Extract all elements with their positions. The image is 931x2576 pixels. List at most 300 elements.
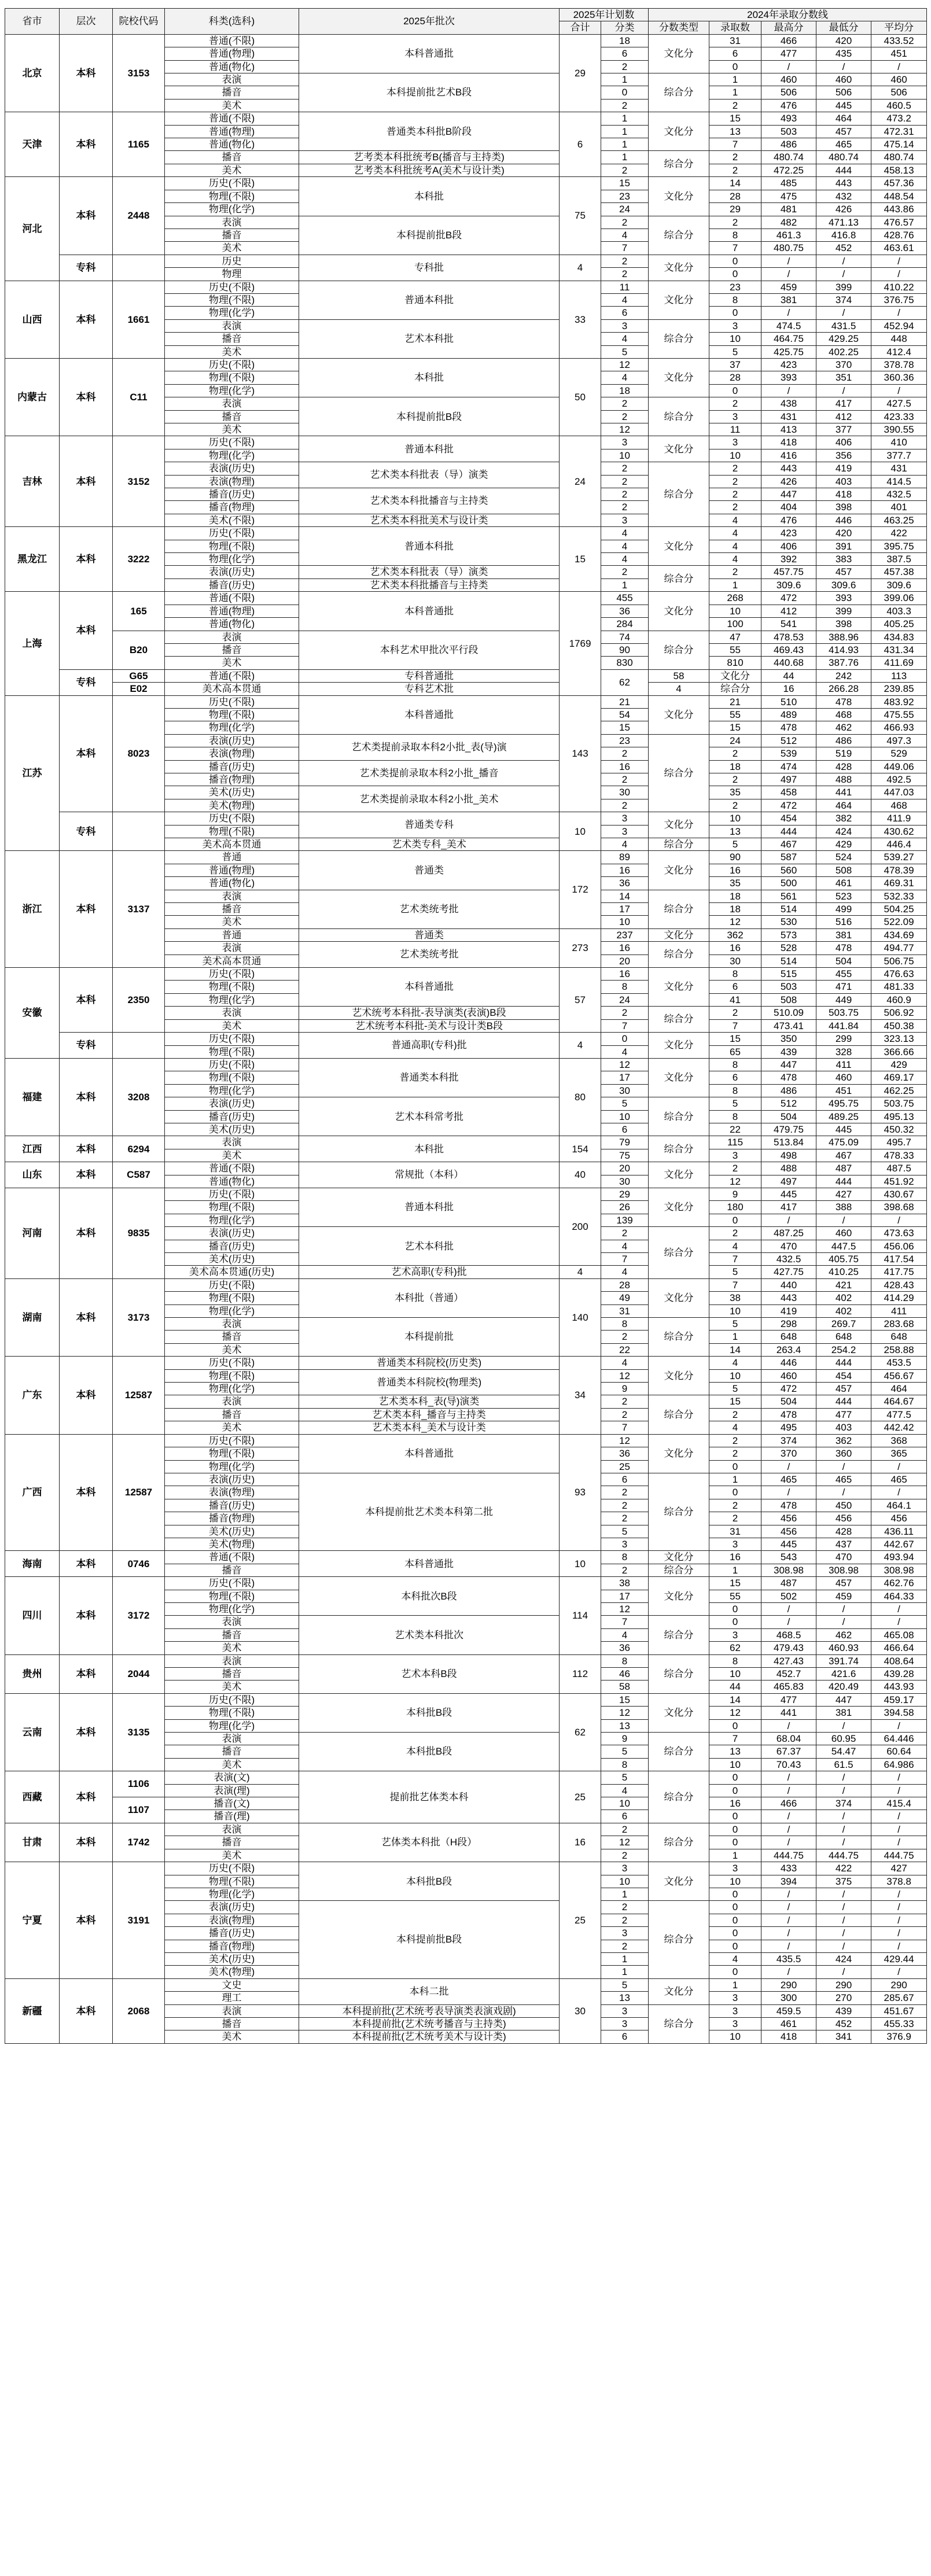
plan-class-cell: 46 (601, 1668, 649, 1681)
avg-score-cell: 480.74 (871, 151, 927, 164)
admitted-cell: 7 (709, 1253, 761, 1266)
max-score-cell: 370 (761, 1447, 816, 1460)
table-row (5, 34, 927, 47)
province-cell: 浙江 (5, 851, 60, 968)
score-type-cell: 综合分 (649, 734, 709, 812)
plan-class-cell: 6 (601, 1473, 649, 1486)
min-score-cell: 480.74 (816, 151, 871, 164)
admitted-cell: 115 (709, 1136, 761, 1149)
code-cell (113, 812, 165, 851)
min-score-cell: 447.5 (816, 1240, 871, 1252)
min-score-cell: / (816, 255, 871, 267)
subject-cell: 播音(理) (165, 1810, 299, 1823)
admitted-cell: 28 (709, 371, 761, 384)
avg-score-cell: 495.13 (871, 1110, 927, 1123)
table-row (5, 1278, 927, 1291)
max-score-cell: 478 (761, 1408, 816, 1421)
admitted-cell: 15 (709, 1033, 761, 1045)
plan-class-cell: 4 (601, 229, 649, 241)
plan-class-cell: 6 (601, 1810, 649, 1823)
admitted-cell: 8 (709, 1110, 761, 1123)
admitted-cell: 15 (709, 721, 761, 734)
plan-class-cell: 2 (601, 255, 649, 267)
province-cell: 海南 (5, 1551, 60, 1577)
min-score-cell: 459 (816, 1590, 871, 1602)
avg-score-cell: 378.8 (871, 1875, 927, 1888)
code-cell: 1165 (113, 112, 165, 177)
score-type-cell: 综合分 (649, 1473, 709, 1550)
admitted-cell: 0 (709, 1602, 761, 1615)
admission-score-table (5, 8, 927, 2044)
max-score-cell: 419 (761, 1304, 816, 1317)
max-score-cell: 454 (761, 812, 816, 825)
admitted-cell: 2 (709, 164, 761, 176)
score-type-cell: 文化分 (649, 358, 709, 397)
admitted-cell: 2 (709, 216, 761, 229)
score-type-cell: 综合分 (649, 838, 709, 851)
batch-cell: 艺术类本科批表（导）演类 (299, 566, 560, 578)
min-score-cell: 457 (816, 125, 871, 138)
min-score-cell: 487 (816, 1162, 871, 1175)
plan-class-cell: 0 (601, 1033, 649, 1045)
min-score-cell: 488 (816, 773, 871, 786)
max-score-cell: 461.3 (761, 229, 816, 241)
max-score-cell: 472 (761, 1383, 816, 1395)
subject-cell: 美术高本贯通 (165, 838, 299, 851)
header-min: 最低分 (816, 21, 871, 34)
code-cell: E02 (113, 683, 165, 695)
max-score-cell: 432.5 (761, 1253, 816, 1266)
plan-class-cell: 4 (601, 371, 649, 384)
max-score-cell: 539 (761, 747, 816, 760)
avg-score-cell: 462.76 (871, 1577, 927, 1590)
avg-score-cell: 503.75 (871, 1097, 927, 1110)
subject-cell: 历史(不限) (165, 1033, 299, 1045)
min-score-cell: / (816, 1486, 871, 1499)
plan-class-cell: 2 (601, 216, 649, 229)
plan-class-cell: 2 (601, 164, 649, 176)
max-score-cell: 482 (761, 216, 816, 229)
plan-class-cell: 4 (601, 540, 649, 552)
avg-score-cell: 436.11 (871, 1525, 927, 1538)
plan-class-cell: 3 (601, 812, 649, 825)
table-row (5, 1978, 927, 1991)
admitted-cell: 4 (709, 514, 761, 526)
plan-class-cell: 10 (601, 449, 649, 462)
province-cell: 安徽 (5, 968, 60, 1059)
max-score-cell: 447 (761, 488, 816, 501)
avg-score-cell: 522.09 (871, 916, 927, 928)
min-score-cell: 341 (816, 2030, 871, 2043)
min-score-cell: 439 (816, 2004, 871, 2017)
subject-cell: 播音 (165, 1564, 299, 1576)
avg-score-cell: / (871, 307, 927, 319)
admitted-cell: 10 (709, 1304, 761, 1317)
table-row (5, 968, 927, 981)
batch-cell: 艺术统考本科批-美术与设计类B段 (299, 1019, 560, 1032)
avg-score-cell: 466.64 (871, 1642, 927, 1654)
plan-total-cell: 273 (560, 928, 601, 967)
subject-cell: 物理(化学) (165, 1214, 299, 1226)
subject-cell: 美术高本贯通 (165, 955, 299, 967)
min-score-cell: 254.2 (816, 1343, 871, 1356)
max-score-cell: 443 (761, 462, 816, 475)
subject-cell: 普通 (165, 851, 299, 864)
max-score-cell: 70.43 (761, 1758, 816, 1771)
plan-class-cell: 2 (601, 1331, 649, 1343)
avg-score-cell: / (871, 1836, 927, 1849)
max-score-cell: 560 (761, 864, 816, 876)
plan-class-cell: 6 (601, 2030, 649, 2043)
batch-cell: 本科普通批 (299, 1551, 560, 1577)
avg-score-cell: 473.63 (871, 1227, 927, 1240)
admitted-cell: 10 (709, 812, 761, 825)
min-score-cell: 54.47 (816, 1745, 871, 1758)
subject-cell: 普通 (165, 928, 299, 941)
min-score-cell: 60.95 (816, 1733, 871, 1745)
level-cell: 专科 (60, 812, 113, 851)
max-score-cell: 530 (761, 916, 816, 928)
min-score-cell: 444.75 (816, 1849, 871, 1862)
admitted-cell: 1 (709, 73, 761, 86)
score-type-cell: 综合分 (649, 2004, 709, 2043)
header-province: 省市 (5, 9, 60, 35)
admitted-cell: 4 (709, 1952, 761, 1965)
admitted-cell: 10 (709, 1758, 761, 1771)
min-score-cell: 391 (816, 540, 871, 552)
admitted-cell: 2 (709, 475, 761, 488)
admitted-cell: 10 (709, 605, 761, 617)
plan-class-cell: 25 (601, 1460, 649, 1473)
min-score-cell: 399 (816, 281, 871, 293)
admitted-cell: 1 (709, 1564, 761, 1576)
min-score-cell: 374 (816, 1797, 871, 1810)
max-score-cell: 443 (761, 1292, 816, 1304)
avg-score-cell: 442.42 (871, 1421, 927, 1434)
plan-class-cell: 5 (601, 1745, 649, 1758)
plan-total-cell: 4 (560, 255, 601, 281)
score-type-cell: 文化分 (649, 1058, 709, 1097)
admitted-cell: 15 (709, 112, 761, 125)
avg-score-cell: 290 (871, 1978, 927, 1991)
header-avg: 平均分 (871, 21, 927, 34)
admitted-cell: 8 (709, 1084, 761, 1097)
plan-class-cell: 16 (601, 864, 649, 876)
min-score-cell: 427 (816, 1188, 871, 1200)
min-score-cell: 441 (816, 786, 871, 799)
min-score-cell: 516 (816, 916, 871, 928)
plan-class-cell: 12 (601, 1836, 649, 1849)
max-score-cell: 476 (761, 99, 816, 112)
plan-total-cell: 200 (560, 1188, 601, 1265)
subject-cell: 历史(不限) (165, 177, 299, 190)
plan-class-cell: 4 (601, 1045, 649, 1058)
min-score-cell: 424 (816, 825, 871, 838)
plan-class-cell: 26 (601, 1201, 649, 1214)
subject-cell: 表演 (165, 216, 299, 229)
avg-score-cell: 443.86 (871, 203, 927, 216)
admitted-cell: 0 (709, 255, 761, 267)
code-cell: 1661 (113, 281, 165, 358)
batch-cell: 普通本科批 (299, 1188, 560, 1226)
avg-score-cell: 492.5 (871, 773, 927, 786)
batch-cell: 普通本科批 (299, 527, 560, 566)
plan-class-cell: 12 (601, 423, 649, 436)
admitted-cell: 44 (761, 669, 816, 682)
subject-cell: 理工 (165, 1992, 299, 2004)
max-score-cell: / (761, 255, 816, 267)
subject-cell: 表演(历史) (165, 734, 299, 747)
max-score-cell: 469.43 (761, 643, 816, 656)
plan-class-cell: 29 (601, 1188, 649, 1200)
avg-score-cell: 283.68 (871, 1318, 927, 1331)
subject-cell: 播音(文) (165, 1797, 299, 1810)
subject-cell: 物理(不限) (165, 371, 299, 384)
province-cell: 甘肃 (5, 1823, 60, 1862)
plan-class-cell: 10 (601, 1797, 649, 1810)
table-row (5, 1771, 927, 1784)
score-type-cell: 文化分 (649, 592, 709, 631)
max-score-cell: 475 (761, 190, 816, 202)
admitted-cell: 18 (709, 903, 761, 916)
level-cell: 本科 (60, 112, 113, 177)
plan-class-cell: 2 (601, 475, 649, 488)
subject-cell: 普通(物理) (165, 47, 299, 60)
plan-class-cell: 4 (601, 1357, 649, 1369)
province-cell: 内蒙古 (5, 358, 60, 436)
max-score-cell: / (761, 1784, 816, 1797)
code-cell: 1742 (113, 1823, 165, 1862)
header-batch: 2025年批次 (299, 9, 560, 35)
avg-score-cell: 464.33 (871, 1590, 927, 1602)
level-cell: 专科 (60, 1033, 113, 1059)
plan-total-cell: 154 (560, 1136, 601, 1162)
max-score-cell: 487.25 (761, 1227, 816, 1240)
province-cell: 福建 (5, 1058, 60, 1136)
min-score-cell: 402.25 (816, 345, 871, 358)
code-cell: C11 (113, 358, 165, 436)
table-row (5, 1136, 927, 1149)
batch-cell: 艺术类本科批播音与主持类 (299, 488, 560, 514)
plan-class-cell: 24 (601, 993, 649, 1006)
min-score-cell: 299 (816, 1033, 871, 1045)
admitted-cell: 31 (709, 34, 761, 47)
avg-score-cell: 411.69 (871, 657, 927, 669)
admitted-cell: 10 (709, 449, 761, 462)
subject-cell: 美术 (165, 1421, 299, 1434)
admitted-cell: 24 (709, 734, 761, 747)
max-score-cell: 308.98 (761, 1564, 816, 1576)
min-score-cell: / (816, 1214, 871, 1226)
table-row (5, 1188, 927, 1200)
min-score-cell: 443 (816, 177, 871, 190)
min-score-cell: 471 (816, 981, 871, 993)
max-score-cell: 447 (761, 1058, 816, 1071)
max-score-cell: 394 (761, 1875, 816, 1888)
subject-cell: 播音 (165, 643, 299, 656)
plan-class-cell: 2 (601, 1499, 649, 1512)
plan-total-cell: 172 (560, 851, 601, 928)
code-cell: 3173 (113, 1278, 165, 1356)
admitted-cell: 0 (709, 1823, 761, 1836)
max-score-cell: 439 (761, 1045, 816, 1058)
max-score-cell: 458 (761, 786, 816, 799)
score-type-cell: 综合分 (649, 890, 709, 928)
admitted-cell: 41 (709, 993, 761, 1006)
plan-class-cell: 90 (601, 643, 649, 656)
admitted-cell: 2 (709, 501, 761, 514)
admitted-cell: 2 (709, 99, 761, 112)
admitted-cell: 0 (709, 1901, 761, 1914)
max-score-cell: 456 (761, 1525, 816, 1538)
max-score-cell: 445 (761, 1188, 816, 1200)
score-type-cell: 文化分 (649, 695, 709, 734)
level-cell: 本科 (60, 851, 113, 968)
province-cell: 广东 (5, 1357, 60, 1434)
admitted-cell: 65 (709, 1045, 761, 1058)
plan-class-cell: 31 (601, 1304, 649, 1317)
plan-class-cell: 455 (601, 592, 649, 605)
admitted-cell: 1 (709, 86, 761, 99)
min-score-cell: 418 (816, 488, 871, 501)
score-type-cell: 文化分 (649, 968, 709, 1007)
batch-cell: 普通类本科院校(物理类) (299, 1369, 560, 1395)
max-score-cell: 515 (761, 968, 816, 981)
subject-cell: 播音 (165, 1408, 299, 1421)
max-score-cell: 393 (761, 371, 816, 384)
province-cell: 黑龙江 (5, 527, 60, 592)
subject-cell: 历史(不限) (165, 1434, 299, 1447)
score-type-cell: 文化分 (649, 851, 709, 890)
subject-cell: 历史(不限) (165, 1058, 299, 1071)
subject-cell: 历史(不限) (165, 527, 299, 540)
max-score-cell: / (761, 1823, 816, 1836)
min-score-cell: 460 (816, 73, 871, 86)
province-cell: 天津 (5, 112, 60, 177)
batch-cell: 本科提前批B段 (299, 1901, 560, 1978)
avg-score-cell: 648 (871, 1331, 927, 1343)
avg-score-cell: / (871, 1914, 927, 1926)
plan-total-cell: 62 (601, 669, 649, 695)
max-score-cell: 418 (761, 436, 816, 449)
plan-class-cell: 830 (601, 657, 649, 669)
subject-cell: 物理(不限) (165, 1369, 299, 1382)
subject-cell: 美术(物理) (165, 799, 299, 812)
score-type-cell: 综合分 (649, 397, 709, 436)
admitted-cell: 16 (761, 683, 816, 695)
plan-class-cell: 2 (601, 410, 649, 423)
avg-score-cell: 453.5 (871, 1357, 927, 1369)
avg-score-cell: 456 (871, 1512, 927, 1525)
batch-cell: 本科二批 (299, 1978, 560, 2004)
level-cell: 本科 (60, 1434, 113, 1551)
plan-class-cell: 18 (601, 384, 649, 397)
max-score-cell: 485 (761, 177, 816, 190)
max-score-cell: 474 (761, 760, 816, 773)
admitted-cell: 4 (709, 553, 761, 566)
avg-score-cell: 506.92 (871, 1007, 927, 1019)
subject-cell: 物理(不限) (165, 540, 299, 552)
score-type-cell: 综合分 (649, 1771, 709, 1823)
max-score-cell: 431 (761, 410, 816, 423)
plan-class-cell: 3 (601, 1862, 649, 1875)
admitted-cell: 12 (709, 1707, 761, 1719)
avg-score-cell: 478.39 (871, 864, 927, 876)
max-score-cell: 300 (761, 1992, 816, 2004)
avg-score-cell: 451 (871, 47, 927, 60)
subject-cell: 美术 (165, 1642, 299, 1654)
min-score-cell: / (816, 1836, 871, 1849)
avg-score-cell: 376.9 (871, 2030, 927, 2043)
level-cell: 本科 (60, 1693, 113, 1771)
subject-cell: 表演 (165, 631, 299, 643)
plan-class-cell: 2 (601, 1914, 649, 1926)
avg-score-cell: 460 (871, 73, 927, 86)
plan-class-cell: 7 (601, 1019, 649, 1032)
province-cell: 江苏 (5, 695, 60, 851)
plan-class-cell: 2 (601, 1227, 649, 1240)
avg-score-cell: 495.7 (871, 1136, 927, 1149)
plan-class-cell: 1 (601, 1888, 649, 1900)
plan-class-cell: 2 (601, 1512, 649, 1525)
score-type-cell: 综合分 (649, 1823, 709, 1862)
max-score-cell: / (761, 1460, 816, 1473)
max-score-cell: 478 (761, 1499, 816, 1512)
admitted-cell: 55 (709, 708, 761, 721)
admitted-cell: 13 (709, 825, 761, 838)
max-score-cell: 404 (761, 501, 816, 514)
min-score-cell: 420 (816, 34, 871, 47)
plan-total-cell: 29 (560, 34, 601, 112)
subject-cell: 美术(不限) (165, 514, 299, 526)
batch-cell: 艺术本科批 (299, 1227, 560, 1266)
max-score-cell: / (761, 1888, 816, 1900)
plan-class-cell: 5 (601, 1097, 649, 1110)
max-score-cell: 486 (761, 138, 816, 151)
plan-class-cell: 7 (601, 1253, 649, 1266)
subject-cell: 普通(不限) (165, 1162, 299, 1175)
min-score-cell: 444 (816, 164, 871, 176)
batch-cell: 本科提前批B段 (299, 216, 560, 255)
min-score-cell: 475.09 (816, 1136, 871, 1149)
avg-score-cell: 529 (871, 747, 927, 760)
avg-score-cell: 458.13 (871, 164, 927, 176)
batch-cell: 本科提前批(艺术统考播音与主持类) (299, 2017, 560, 2030)
min-score-cell: 377 (816, 423, 871, 436)
admitted-cell: 38 (709, 1292, 761, 1304)
avg-score-cell: 443.93 (871, 1681, 927, 1693)
min-score-cell: 416.8 (816, 229, 871, 241)
min-score-cell: 449 (816, 993, 871, 1006)
subject-cell: 表演(历史) (165, 462, 299, 475)
admitted-cell: 2 (709, 1499, 761, 1512)
level-cell: 本科 (60, 968, 113, 1033)
plan-class-cell: 1 (601, 1966, 649, 1978)
level-cell: 本科 (60, 1058, 113, 1136)
plan-class-cell: 23 (601, 734, 649, 747)
subject-cell: 物理(化学) (165, 993, 299, 1006)
plan-class-cell: 2 (601, 1007, 649, 1019)
plan-class-cell: 5 (601, 1771, 649, 1784)
plan-class-cell: 12 (601, 1369, 649, 1382)
max-score-cell: 441 (761, 1707, 816, 1719)
admitted-cell: 3 (709, 2017, 761, 2030)
subject-cell: 表演 (165, 1823, 299, 1836)
min-score-cell: / (816, 1901, 871, 1914)
min-score-cell: 61.5 (816, 1758, 871, 1771)
subject-cell: 美术(物理) (165, 1538, 299, 1550)
subject-cell: 美术高本贯通 (165, 683, 299, 695)
